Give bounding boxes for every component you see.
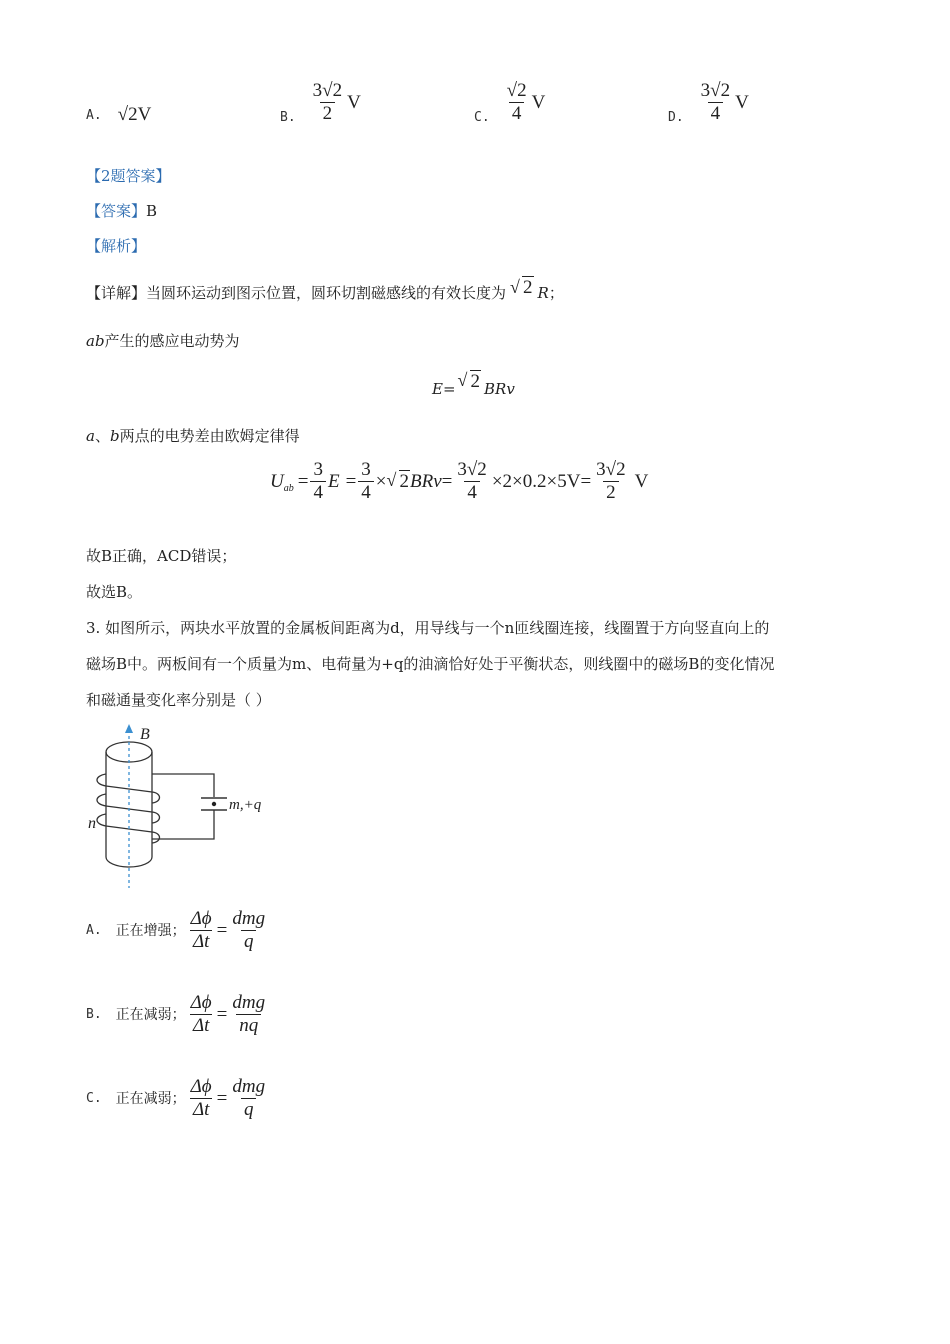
result-fraction	[229, 992, 268, 1037]
charge-label: m,+q	[229, 797, 262, 813]
q3-option-b	[86, 992, 270, 1037]
detail-line	[86, 278, 564, 308]
option-a	[86, 104, 151, 126]
ab-symbol: ab	[86, 332, 105, 350]
fraction-denominator: 4	[509, 102, 525, 125]
flux-rate-fraction	[188, 1076, 215, 1121]
sqrt-radicand: 2	[523, 277, 533, 298]
question-line-1: 3. 如图所示，两块水平放置的金属板间距离为d，用导线与一个n匝线圈连接，线圈置于方向竖直向上的	[86, 619, 770, 637]
times: ×	[375, 470, 387, 492]
fraction-numerator: Δϕ	[190, 992, 212, 1013]
q3-option-a	[86, 908, 270, 953]
detail-text: 当圆环运动到图示位置，圆环切割磁感线的有效长度为	[146, 284, 507, 302]
sqrt-expression	[387, 471, 411, 493]
option-label: B.	[280, 110, 296, 125]
option-c	[474, 80, 545, 125]
detail-tag: 【详解】	[86, 284, 147, 302]
option-value: √2V	[117, 104, 152, 125]
fraction-denominator: q	[241, 930, 257, 953]
radius-symbol: R	[537, 284, 549, 302]
eq-lhs: E=	[432, 380, 456, 398]
b-field-arrowhead	[125, 724, 133, 733]
answer-line	[86, 201, 157, 221]
equals: =	[580, 470, 592, 492]
equals: =	[297, 470, 309, 492]
fraction-numerator: dmg	[232, 1076, 266, 1097]
fraction-numerator: √2	[506, 80, 527, 101]
option-label: A.	[86, 107, 102, 123]
ohm-text: 两点的电势差由欧姆定律得	[119, 427, 300, 445]
sqrt-expression	[458, 371, 482, 393]
ohm-line	[86, 426, 300, 446]
detail-end: ；	[548, 284, 564, 302]
q3-option-c	[86, 1076, 270, 1121]
option-fraction	[310, 80, 345, 125]
fraction-denominator: 2	[320, 102, 336, 125]
emf-line	[86, 331, 240, 351]
point-a: a	[86, 427, 95, 445]
coil-figure	[86, 722, 286, 892]
equals: =	[216, 919, 228, 941]
fraction-numerator: 3	[361, 459, 371, 480]
option-fraction	[698, 80, 733, 125]
fraction-denominator: 2	[603, 481, 619, 504]
equation-emf	[432, 366, 515, 398]
option-text: 正在增强；	[115, 922, 186, 939]
wire-top	[152, 774, 214, 797]
option-d	[668, 80, 749, 125]
fraction-numerator: 3	[313, 459, 323, 480]
fraction-denominator: Δt	[190, 1098, 212, 1121]
option-unit: V	[347, 91, 361, 113]
fraction-numerator: dmg	[232, 908, 266, 929]
brv-symbol: BRv	[410, 470, 442, 492]
fraction	[454, 459, 489, 504]
fraction-numerator: 3√2	[700, 80, 731, 101]
fraction-denominator: Δt	[190, 930, 212, 953]
b-label: B	[140, 726, 150, 743]
u-symbol: U	[270, 470, 284, 492]
fraction-numerator: dmg	[232, 992, 266, 1013]
emf-text: 产生的感应电动势为	[104, 332, 240, 350]
coil-diagram	[86, 722, 286, 892]
question-line-2: 磁场B中。两板间有一个质量为m、电荷量为+q的油滴恰好处于平衡状态，则线圈中的磁场B的变化情况	[86, 655, 775, 673]
fraction-denominator: 4	[358, 481, 374, 504]
question-line-3: 和磁通量变化率分别是（ ）	[86, 691, 271, 709]
u-subscript: ab	[283, 483, 294, 494]
option-text: 正在减弱；	[115, 1006, 186, 1023]
result-fraction	[229, 908, 268, 953]
wire-bottom	[152, 810, 214, 839]
conclusion-2: 故选B。	[86, 583, 143, 601]
answer-header: 【2题答案】	[86, 167, 171, 185]
equation-uab	[270, 459, 648, 504]
fraction-denominator: 4	[310, 481, 326, 504]
fraction-numerator: Δϕ	[190, 1076, 212, 1097]
option-b	[280, 80, 361, 125]
fraction-denominator: Δt	[190, 1014, 212, 1037]
sqrt-expression	[510, 278, 534, 298]
equals: =	[216, 1087, 228, 1109]
fraction	[593, 459, 628, 504]
n-label: n	[88, 815, 96, 832]
point-b: b	[109, 427, 120, 445]
result-fraction	[229, 1076, 268, 1121]
conclusion-1: 故B正确，ACD错误；	[86, 547, 237, 565]
fraction-denominator: nq	[236, 1014, 261, 1037]
option-label: D.	[668, 110, 684, 125]
flux-rate-fraction	[188, 908, 215, 953]
unit: V	[634, 470, 649, 492]
option-text: 正在减弱；	[115, 1090, 186, 1107]
answer-tag: 【答案】	[86, 202, 147, 220]
option-unit: V	[735, 91, 749, 113]
product-values: ×2×0.2×5V	[491, 470, 581, 492]
fraction	[358, 459, 374, 504]
fraction-denominator: 4	[708, 102, 724, 125]
answer-value: B	[146, 202, 158, 220]
equals: =	[216, 1003, 228, 1025]
sqrt-radicand: 2	[470, 371, 481, 392]
option-label: A.	[86, 923, 102, 938]
option-label: C.	[86, 1091, 102, 1106]
oil-drop	[212, 802, 216, 806]
analysis-tag: 【解析】	[86, 237, 147, 255]
option-unit: V	[531, 91, 546, 113]
fraction-numerator: 3√2	[312, 80, 343, 101]
equals: =	[441, 470, 453, 492]
fraction-denominator: q	[241, 1098, 257, 1121]
fraction	[310, 459, 326, 504]
question-3-text	[86, 610, 876, 718]
option-label: B.	[86, 1007, 102, 1022]
fraction-numerator: 3√2	[457, 459, 487, 480]
fraction-denominator: 4	[464, 481, 480, 504]
eq-rhs: BRv	[484, 380, 515, 398]
option-fraction	[504, 80, 530, 125]
separator: 、	[94, 427, 110, 445]
fraction-numerator: Δϕ	[190, 908, 212, 929]
sqrt-radicand: 2	[399, 470, 409, 492]
flux-rate-fraction	[188, 992, 215, 1037]
fraction-numerator: 3√2	[596, 459, 626, 480]
option-label: C.	[474, 110, 490, 125]
equals: =	[345, 470, 357, 492]
e-symbol: E	[327, 470, 340, 492]
